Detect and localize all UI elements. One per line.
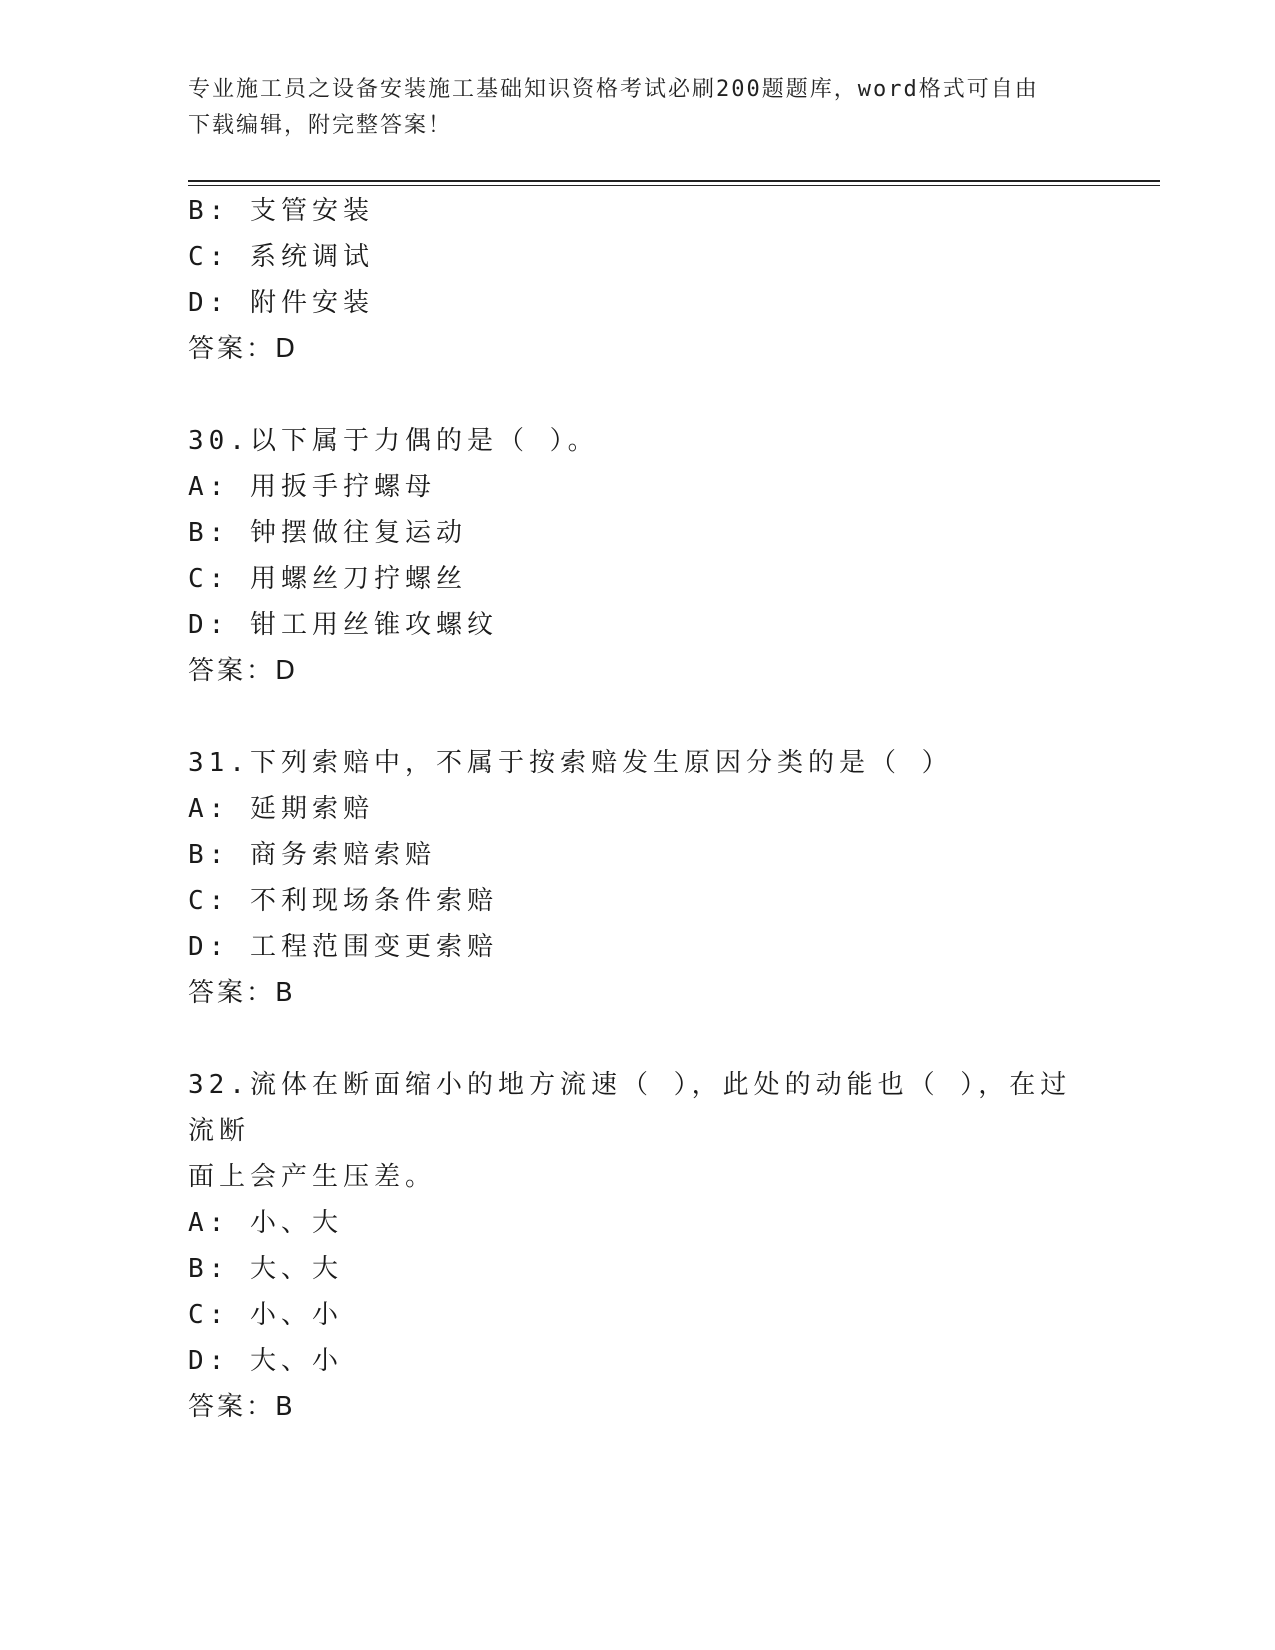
answer-line: 答案：D bbox=[188, 656, 299, 686]
question-text: 30.以下属于力偶的是（ ）。 bbox=[188, 426, 599, 456]
option-b: B: 商务索赔索赔 bbox=[188, 840, 436, 870]
question-list bbox=[188, 188, 1088, 1430]
option-a: A: 延期索赔 bbox=[188, 794, 374, 824]
header-line-2: 下载编辑，附完整答案！ bbox=[188, 113, 453, 138]
question-block-31 bbox=[188, 740, 1088, 1016]
header-line-1: 专业施工员之设备安装施工基础知识资格考试必刷200题题库，word格式可自由 bbox=[188, 77, 1039, 102]
option-d: D: 大、小 bbox=[188, 1346, 343, 1376]
option-c: C: 小、小 bbox=[188, 1300, 343, 1330]
question-block-32 bbox=[188, 1062, 1088, 1430]
question-text-continued: 面上会产生压差。 bbox=[188, 1162, 437, 1192]
document-header bbox=[188, 72, 1088, 144]
question-text: 32.流体在断面缩小的地方流速（ ），此处的动能也（ ），在过流断 bbox=[188, 1070, 1072, 1146]
question-block-30 bbox=[188, 418, 1088, 694]
option-d: D: 工程范围变更索赔 bbox=[188, 932, 498, 962]
answer-line: 答案：B bbox=[188, 1392, 296, 1422]
option-d: D: 钳工用丝锥攻螺纹 bbox=[188, 610, 498, 640]
option-c: C: 用螺丝刀拧螺丝 bbox=[188, 564, 467, 594]
option-c: C: 不利现场条件索赔 bbox=[188, 886, 498, 916]
option-a: A: 小、大 bbox=[188, 1208, 343, 1238]
option-b: B: 大、大 bbox=[188, 1254, 343, 1284]
question-block-prev bbox=[188, 188, 1088, 372]
option-d: D: 附件安装 bbox=[188, 288, 374, 318]
option-c: C: 系统调试 bbox=[188, 242, 374, 272]
header-divider-thin bbox=[188, 185, 1160, 186]
answer-line: 答案：B bbox=[188, 978, 296, 1008]
option-b: B: 钟摆做往复运动 bbox=[188, 518, 467, 548]
option-a: A: 用扳手拧螺母 bbox=[188, 472, 436, 502]
question-text: 31.下列索赔中，不属于按索赔发生原因分类的是（ ） bbox=[188, 748, 953, 778]
answer-line: 答案：D bbox=[188, 334, 299, 364]
option-b: B: 支管安装 bbox=[188, 196, 374, 226]
header-divider-thick bbox=[188, 180, 1160, 182]
